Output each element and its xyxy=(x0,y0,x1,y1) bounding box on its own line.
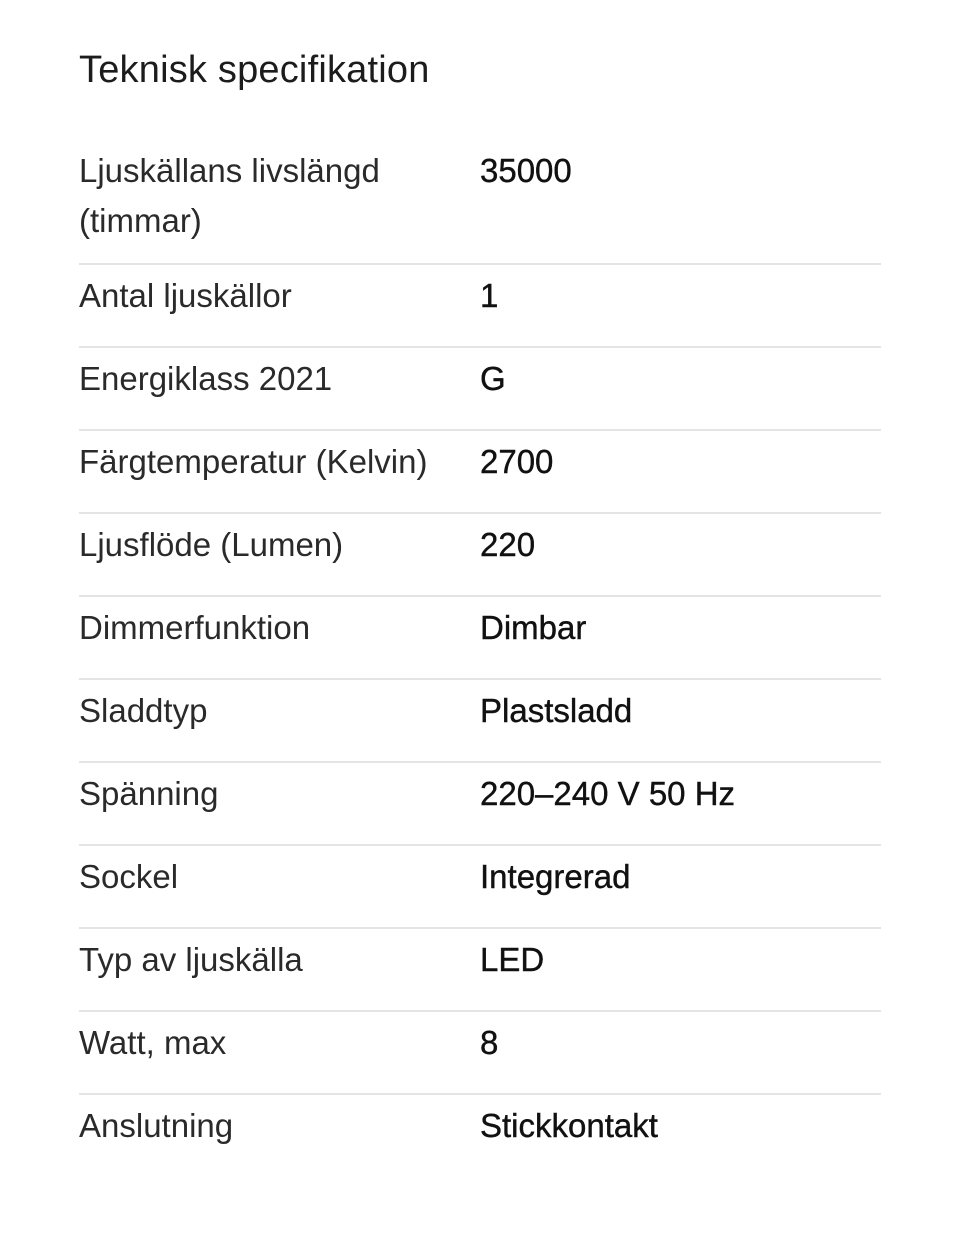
spec-row-socket xyxy=(79,846,881,929)
spec-row-watt-max xyxy=(79,1012,881,1095)
spec-row-connection xyxy=(79,1095,881,1178)
spec-label: Ljuskällans livslängd (timmar) xyxy=(79,152,380,239)
spec-label: Ljusflöde (Lumen) xyxy=(79,526,344,563)
spec-value: Stickkontakt xyxy=(480,1107,658,1144)
spec-label: Färgtemperatur (Kelvin) xyxy=(79,443,428,480)
spec-label: Spänning xyxy=(79,775,219,812)
spec-value: Integrerad xyxy=(480,858,631,895)
spec-row-light-source-count xyxy=(79,265,881,348)
spec-value: 8 xyxy=(480,1024,499,1061)
spec-label: Anslutning xyxy=(79,1107,234,1144)
spec-value: Dimbar xyxy=(480,609,587,646)
spec-row-energy-class xyxy=(79,348,881,431)
spec-label: Sladdtyp xyxy=(79,692,208,729)
spec-row-light-source-type xyxy=(79,929,881,1012)
spec-value: Plastsladd xyxy=(480,692,633,729)
spec-label: Sockel xyxy=(79,858,179,895)
spec-value: LED xyxy=(480,941,545,978)
spec-value: 2700 xyxy=(480,443,554,480)
spec-value: 1 xyxy=(480,277,499,314)
section-title: Teknisk specifikation xyxy=(79,49,430,91)
spec-value: 35000 xyxy=(480,152,572,189)
spec-row-lifetime xyxy=(79,146,881,265)
spec-value: G xyxy=(480,360,506,397)
spec-value: 220 xyxy=(480,526,536,563)
spec-value: 220–240 V 50 Hz xyxy=(480,775,736,812)
spec-row-voltage xyxy=(79,763,881,846)
spec-label: Watt, max xyxy=(79,1024,227,1061)
spec-row-color-temperature xyxy=(79,431,881,514)
spec-label: Typ av ljuskälla xyxy=(79,941,303,978)
spec-table xyxy=(79,146,881,1178)
spec-row-dimmer xyxy=(79,597,881,680)
spec-label: Antal ljuskällor xyxy=(79,277,292,314)
spec-row-cord-type xyxy=(79,680,881,763)
spec-label: Energiklass 2021 xyxy=(79,360,333,397)
spec-label: Dimmerfunktion xyxy=(79,609,311,646)
spec-row-luminous-flux xyxy=(79,514,881,597)
